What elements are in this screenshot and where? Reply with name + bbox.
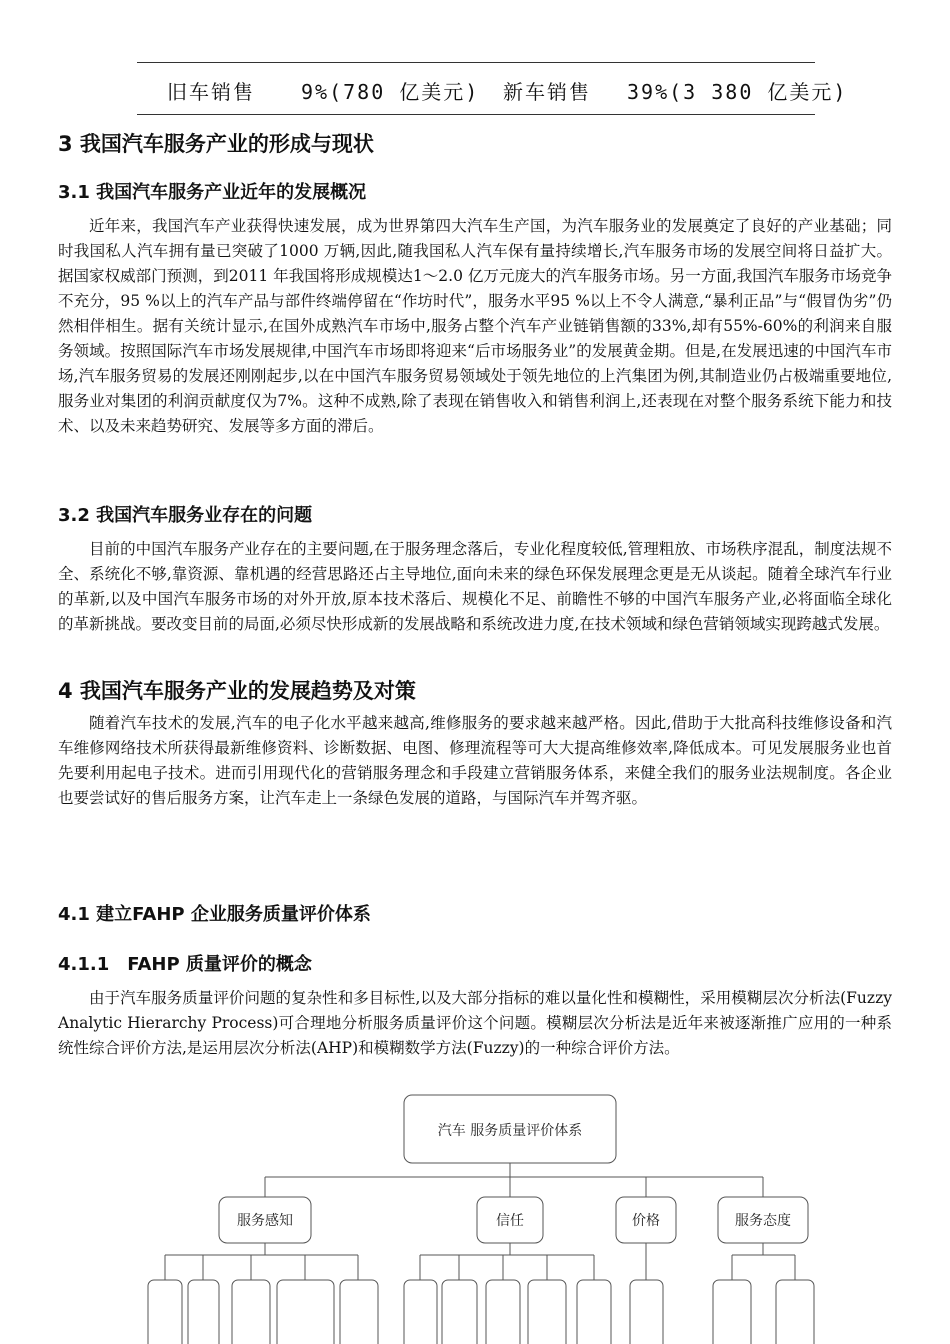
table-cell-used-car-value: 9%(780 亿美元) bbox=[301, 80, 480, 104]
section-4-1-1-title: 4.1.1 FAHP 质量评价的概念 bbox=[58, 954, 312, 975]
evaluation-hierarchy-diagram bbox=[0, 1085, 950, 1344]
section-4-title: 4 我国汽车服务产业的发展趋势及对策 bbox=[58, 679, 416, 703]
table-bottom-rule bbox=[137, 114, 815, 115]
diagram-label-service-attitude: 服务态度 bbox=[735, 1213, 791, 1229]
table-cell-used-car-label: 旧车销售 bbox=[167, 80, 255, 104]
table-row bbox=[137, 64, 848, 114]
diagram-leaf-box bbox=[277, 1280, 334, 1344]
table-top-rule bbox=[137, 62, 815, 63]
diagram-leaf-box bbox=[776, 1280, 814, 1344]
diagram-leaf-box bbox=[232, 1280, 270, 1344]
diagram-leaf-box bbox=[340, 1280, 378, 1344]
section-4-body: 随着汽车技术的发展,汽车的电子化水平越来越高,维修服务的要求越来越严格。因此,借助于大批高科技维修设备和汽车维修网络技术所获得最新维修资料、诊断数据、电图、修理流程等可大大提高维修效率,降低成本。可见发展服务业也首先要利用起电子技术。进而引用现代化的营销服务理念和手段建立营销服务体系，来健全我们的服务业法规制度。各企业也要尝试好的售后服务方案，让汽车走上一条绿色发展的道路，与国际汽车并驾齐驱。 bbox=[58, 714, 892, 807]
section-3-2-title: 3.2 我国汽车服务业存在的问题 bbox=[58, 505, 313, 526]
section-3-title: 3 我国汽车服务产业的形成与现状 bbox=[58, 132, 374, 156]
section-3-1-title: 3.1 我国汽车服务产业近年的发展概况 bbox=[58, 182, 367, 203]
diagram-label-service-perception: 服务感知 bbox=[237, 1213, 293, 1229]
section-3-2-body: 目前的中国汽车服务产业存在的主要问题,在于服务理念落后，专业化程度较低,管理粗放、市场秩序混乱，制度法规不全、系统化不够,靠资源、靠机遇的经营思路还占主导地位,面向未来的绿色环保发展理念更是无从谈起。随着全球汽车行业的革新,以及中国汽车服务市场的对外开放,原本技术落后、规模化不足、前瞻性不够的中国汽车服务产业,必将面临全球化的革新挑战。要改变目前的局面,必须尽快形成新的发展战略和系统改进力度,在技术领域和绿色营销领域实现跨越式发展。 bbox=[58, 540, 892, 633]
diagram-label-trust: 信任 bbox=[496, 1213, 524, 1229]
diagram-leaf-box bbox=[442, 1280, 477, 1344]
diagram-leaf-box bbox=[713, 1280, 751, 1344]
diagram-leaf-box bbox=[486, 1280, 520, 1344]
section-4-1-title: 4.1 建立FAHP 企业服务质量评价体系 bbox=[58, 904, 371, 925]
diagram-leaf-box bbox=[630, 1280, 663, 1344]
diagram-leaf-box bbox=[188, 1280, 219, 1344]
table-cell-new-car-value: 39%(3 380 亿美元) bbox=[627, 80, 848, 104]
diagram-leaf-box bbox=[148, 1280, 182, 1344]
section-4-1-1-body: 由于汽车服务质量评价问题的复杂性和多目标性,以及大部分指标的难以量化性和模糊性，采用模糊层次分析法(Fuzzy Analytic Hierarchy Process)可合理地分析服务质量评价这个问题。模糊层次分析法是近年来被逐渐推广应用的一种系统性综合评价方法,是运用层次分析法(AHP)和模糊数学方法(Fuzzy)的一种综合评价方法。 bbox=[58, 989, 892, 1057]
diagram-leaf-box bbox=[528, 1280, 566, 1344]
diagram-label-price: 价格 bbox=[632, 1213, 660, 1229]
diagram-leaf-box bbox=[577, 1280, 611, 1344]
section-3-1-body: 近年来，我国汽车产业获得快速发展，成为世界第四大汽车生产国，为汽车服务业的发展奠定了良好的产业基础；同时我国私人汽车拥有量已突破了1000 万辆,因此,随我国私人汽车保有量持续增长,汽车服务市场的发展空间将日益扩大。据国家权威部门预测，到2011 年我国将形成规模达1～2.0 亿万元庞大的汽车服务市场。另一方面,我国汽车服务市场竞争不充分，95 %以上的汽车产品与部件终端停留在“作坊时代”，服务水平95 %以上不令人满意,“暴利正品”与“假冒伪劣”仍然相伴相生。据有关统计显示,在国外成熟汽车市场中,服务占整个汽车产业链销售额的33%,却有55%-60%的利润来自服务领域。按照国际汽车市场发展规律,中国汽车市场即将迎来“后市场服务业”的发展黄金期。但是,在发展迅速的中国汽车市场,汽车服务贸易的发展还刚刚起步,以在中国汽车服务贸易领域处于领先地位的上汽集团为例,其制造业仍占极端重要地位,服务业对集团的利润贡献度仅为7%。这种不成熟,除了表现在销售收入和销售利润上,还表现在对整个服务系统下能力和技术、以及未来趋势研究、发展等多方面的滞后。 bbox=[58, 217, 892, 435]
diagram-leaf-box bbox=[404, 1280, 437, 1344]
diagram-root-label: 汽车 服务质量评价体系 bbox=[437, 1123, 583, 1139]
table-cell-new-car-label: 新车销售 bbox=[503, 80, 591, 104]
